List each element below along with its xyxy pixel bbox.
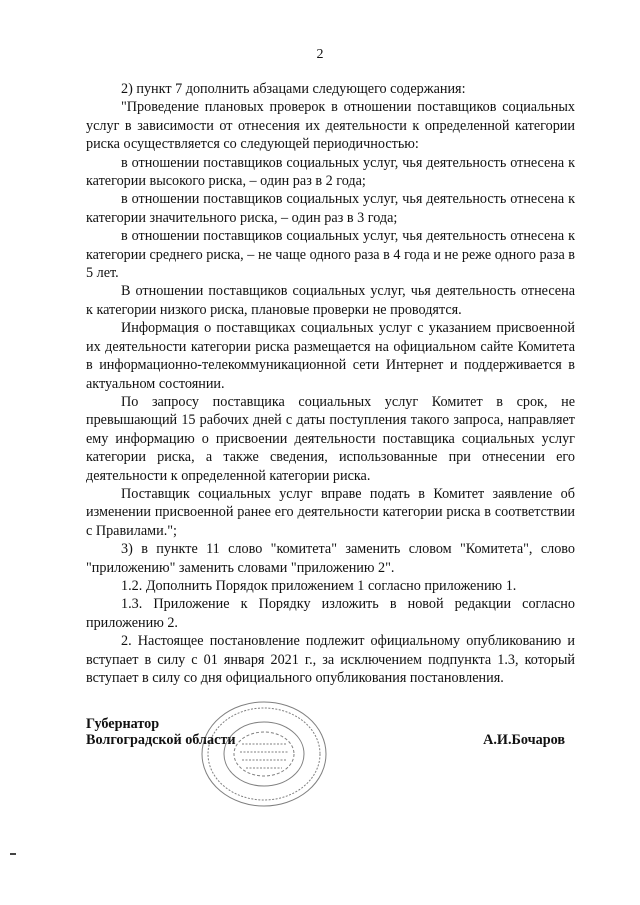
paragraph-1: 2) пункт 7 дополнить абзацами следующего содержания: [121,81,466,97]
paragraph-13: 2. Настоящее постановление подлежит официальному опубликованию и вступает в силу с 01 января 2021 г., за исключением подпункта 1.3, который вступает в силу со дня официального опубликования постановления. [86,633,575,686]
paragraph-6: В отношении поставщиков социальных услуг, чья деятельность отнесена к категории низкого риска, плановые проверки не проводятся. [86,283,575,318]
paragraph-9: Поставщик социальных услуг вправе подать в Комитет заявление об изменении присвоенной ранее его деятельности категории риска в соответствии с Правилами."; [86,485,575,539]
official-stamp-icon [196,696,332,812]
document-body [86,80,575,687]
paragraph-8: По запросу поставщика социальных услуг Комитет в срок, не превышающий 15 рабочих дней с даты поступления такого запроса, направляет ему информацию о присвоении деятельности поставщика социальных услуг категории риска, а также сведения, использованные при отнесении его деятельности к определенной категории риска. [86,393,575,484]
paragraph-2: "Проведение плановых проверок в отношении поставщиков социальных услуг в зависимости от отнесения их деятельности к определенной категории риска осуществляется со следующей периодичностью: [86,99,575,153]
paragraph-7: Информация о поставщиках социальных услуг с указанием присвоенной их деятельности категории риска размещается на официальном сайте Комитета в информационно-телекоммуникационной сети Интернет и поддерживается в актуальном состоянии. [86,320,575,392]
margin-mark [10,853,16,855]
paragraph-12: 1.3. Приложение к Порядку изложить в новой редакции согласно приложению 2. [86,596,575,631]
paragraph-11: 1.2. Дополнить Порядок приложением 1 согласно приложению 1. [121,577,517,594]
paragraph-3: в отношении поставщиков социальных услуг, чья деятельность отнесена к категории высокого риска, – один раз в 2 года; [86,154,575,190]
signatory-region: Волгоградской области [86,732,236,748]
paragraph-10: 3) в пункте 11 слово "комитета" заменить словом "Комитета", слово "приложению" заменить словами "приложению 2". [86,541,575,576]
paragraph-4: в отношении поставщиков социальных услуг, чья деятельность отнесена к категории значительного риска, – один раз в 3 года; [86,191,575,226]
signatory-name: А.И.Бочаров [483,732,565,748]
signatory-title: Губернатор [86,716,160,732]
paragraph-5: в отношении поставщиков социальных услуг, чья деятельность отнесена к категории среднего риска, – не чаще одного раза в 4 года и не реже одного раза в 5 лет. [86,228,575,282]
page-number: 2 [316,47,324,62]
